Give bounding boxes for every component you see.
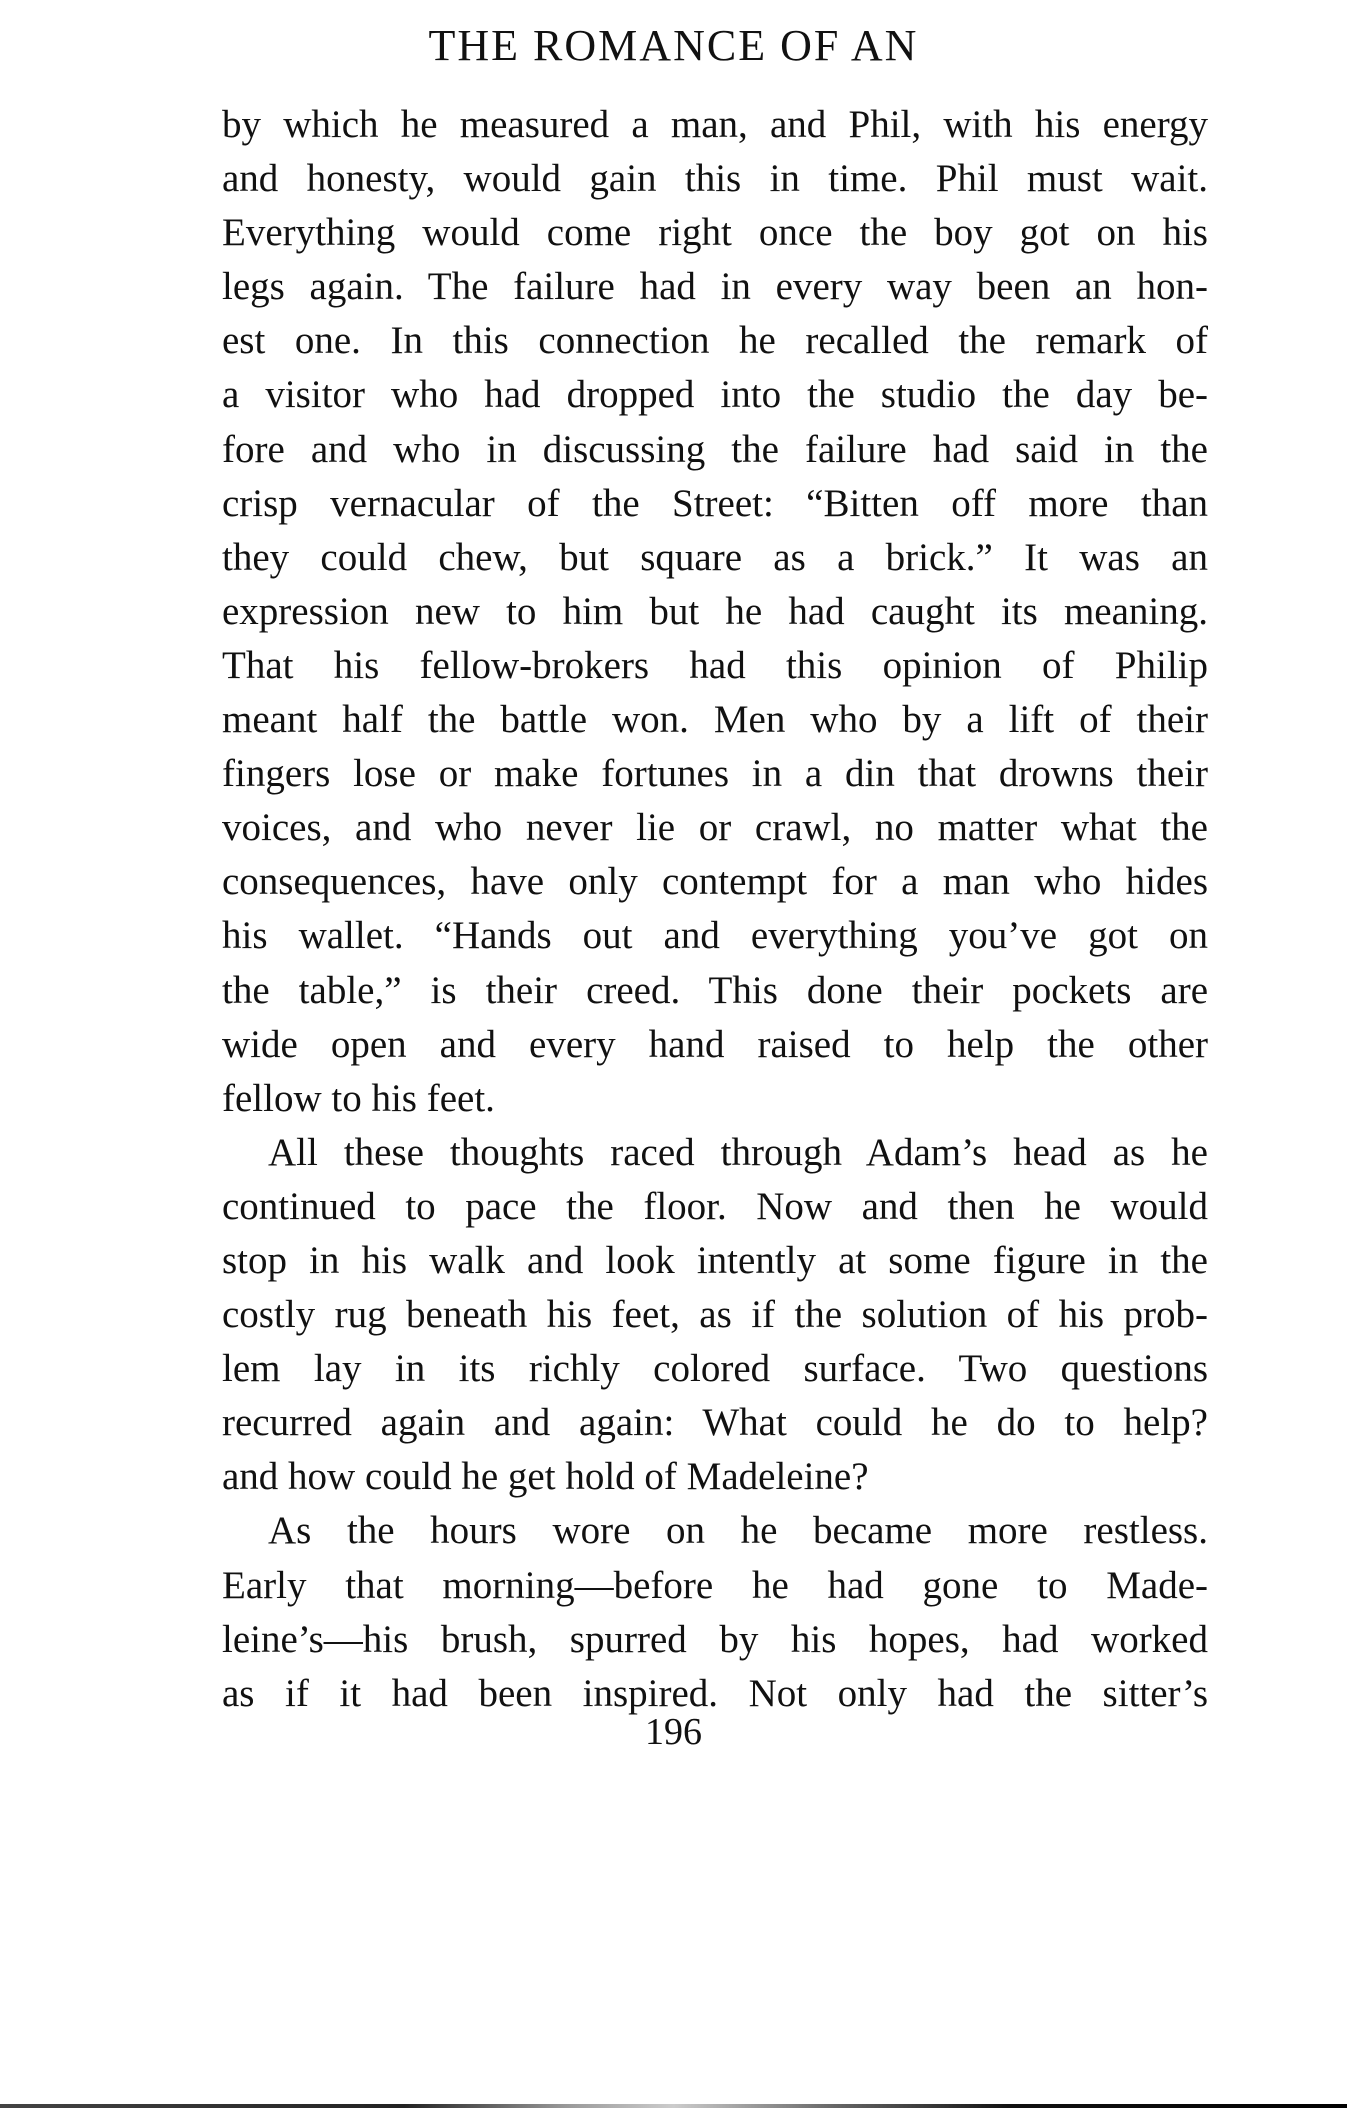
- text-line: as if it had been inspired. Not only had the sitter’s: [222, 1671, 1208, 1715]
- paragraph-2: [222, 1126, 1208, 1505]
- text-line: lem lay in its richly colored surface. Two questions: [222, 1347, 1208, 1391]
- text-line: fingers lose or make fortunes in a din that drowns their: [222, 752, 1208, 796]
- text-line: wide open and every hand raised to help the other: [222, 1022, 1208, 1066]
- text-line: crisp vernacular of the Street: “Bitten off more than: [222, 481, 1208, 525]
- text-line: by which he measured a man, and Phil, with his energy: [222, 103, 1208, 146]
- text-line: As the hours wore on he became more restless.: [268, 1509, 1208, 1553]
- paragraph-3: [222, 1504, 1208, 1720]
- text-line: expression new to him but he had caught its meaning.: [222, 589, 1208, 633]
- text-line: stop in his walk and look intently at some figure in the: [222, 1238, 1208, 1282]
- text-line: and how could he get hold of Madeleine?: [222, 1455, 869, 1499]
- text-line: costly rug beneath his feet, as if the solution of his prob-: [222, 1293, 1208, 1337]
- text-line: That his fellow-brokers had this opinion of Philip: [222, 643, 1208, 687]
- text-line: est one. In this connection he recalled the remark of: [222, 319, 1208, 363]
- text-line: continued to pace the floor. Now and then he would: [222, 1184, 1208, 1228]
- body-text: [222, 98, 1208, 1721]
- text-line: fellow to his feet.: [222, 1076, 495, 1120]
- text-line: they could chew, but square as a brick.” It was an: [222, 535, 1208, 579]
- text-line: All these thoughts raced through Adam’s head as he: [268, 1130, 1208, 1174]
- text-line: Early that morning—before he had gone to Made-: [222, 1563, 1208, 1607]
- page-number: 196: [645, 1711, 702, 1753]
- text-line: his wallet. “Hands out and everything you’ve got on: [222, 914, 1208, 958]
- text-line: legs again. The failure had in every way been an hon-: [222, 265, 1208, 309]
- text-line: the table,” is their creed. This done their pockets are: [222, 968, 1208, 1012]
- text-line: a visitor who had dropped into the studio the day be-: [222, 373, 1208, 417]
- text-line: Everything would come right once the boy got on his: [222, 211, 1208, 255]
- text-line: and honesty, would gain this in time. Phil must wait.: [222, 157, 1208, 201]
- text-line: leine’s—his brush, spurred by his hopes, had worked: [222, 1617, 1208, 1661]
- scan-edge-rule: [0, 2104, 1347, 2108]
- text-line: voices, and who never lie or crawl, no matter what the: [222, 806, 1208, 850]
- running-head: THE ROMANCE OF AN: [428, 21, 919, 70]
- text-line: meant half the battle won. Men who by a lift of their: [222, 698, 1208, 742]
- text-line: consequences, have only contempt for a man who hides: [222, 860, 1208, 904]
- paragraph-1: [222, 98, 1208, 1126]
- text-line: recurred again and again: What could he do to help?: [222, 1401, 1208, 1445]
- text-line: fore and who in discussing the failure had said in the: [222, 427, 1208, 471]
